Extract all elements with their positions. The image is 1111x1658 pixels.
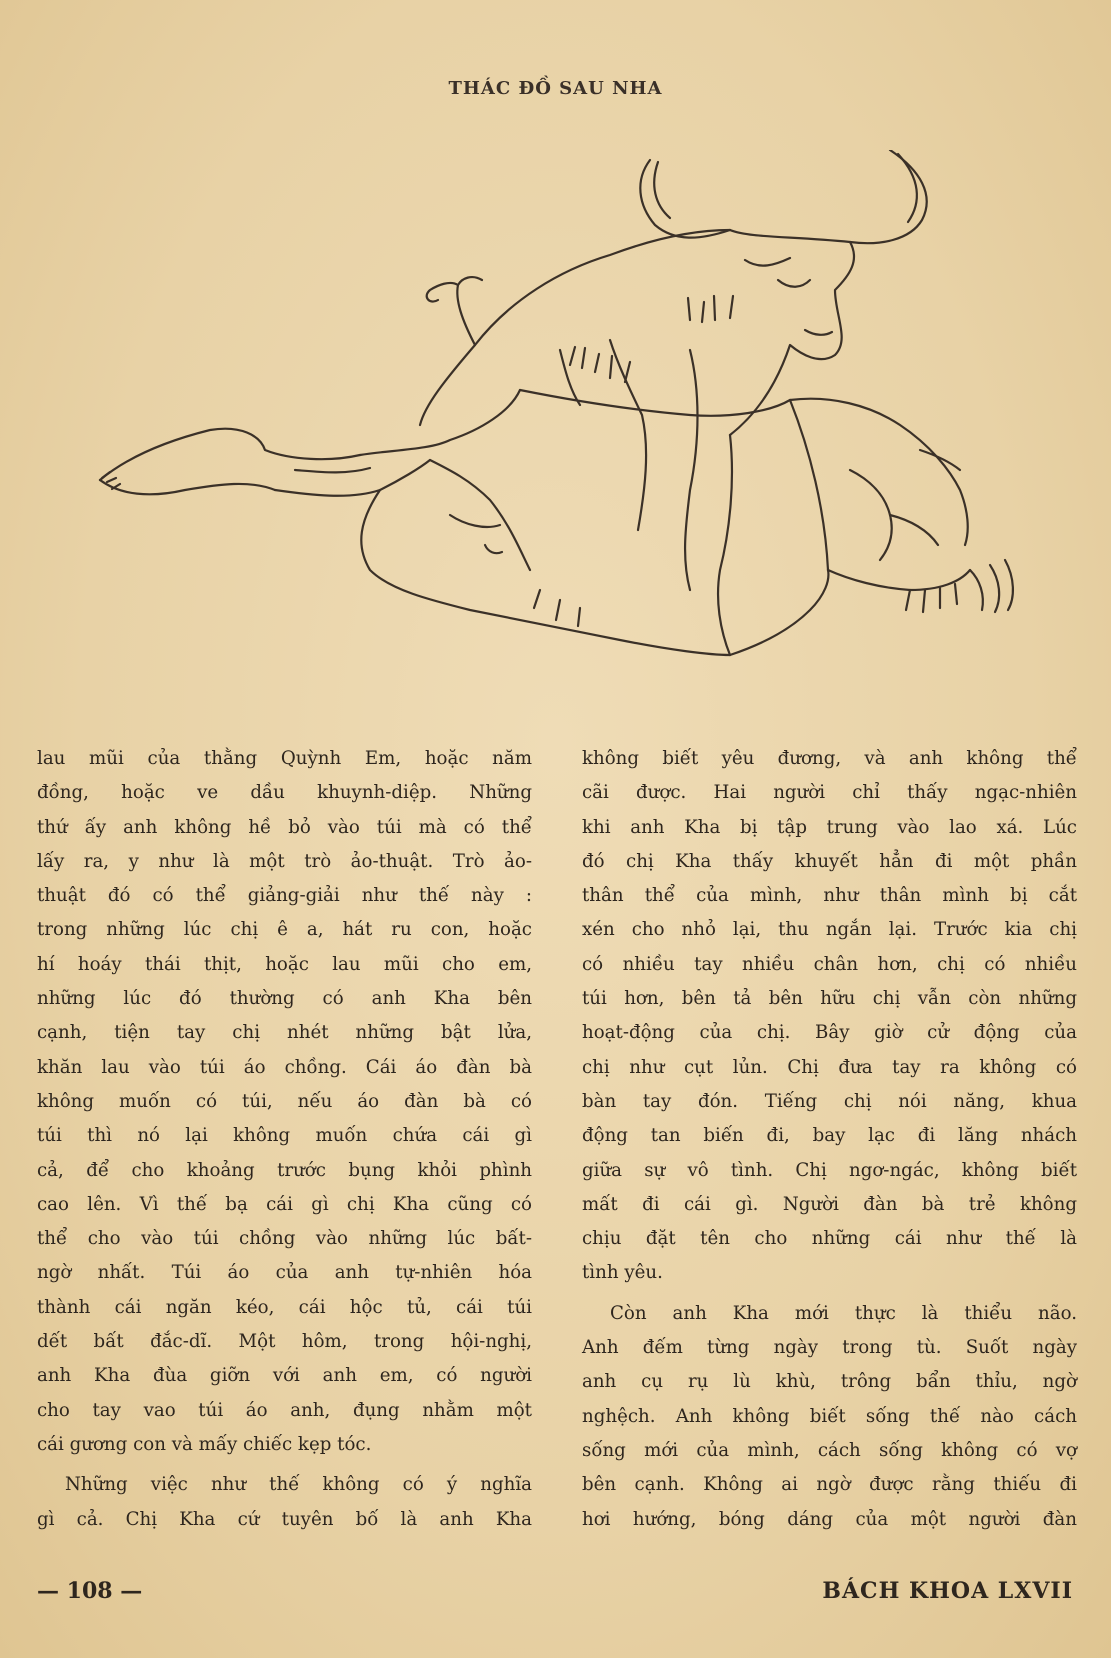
text-line: động tan biến đi, bay lạc đi lăng nhách [582, 1125, 1077, 1147]
paragraph [37, 1468, 532, 1537]
text-line: thuật đó có thể giảng-giải như thế này : [37, 885, 532, 907]
text-line: không biết yêu đương, và anh không thể [582, 748, 1077, 769]
text-line: nghệch. Anh không biết sống thế nào cách [582, 1405, 1077, 1427]
magazine-name: BÁCH KHOA LXVII [822, 1578, 1073, 1604]
text-line: Những việc như thế không có ý nghĩa [65, 1474, 532, 1496]
text-line: thành cái ngăn kéo, cái hộc tủ, cái túi [37, 1296, 532, 1318]
text-line: thân thể của mình, như thân mình bị cắt [582, 885, 1077, 907]
text-line: túi thì nó lại không muốn chứa cái gì [37, 1125, 532, 1147]
text-line: anh Kha đùa giỡn với anh em, có người [37, 1365, 532, 1387]
text-line: hoạt-động của chị. Bây giờ cử động của [582, 1022, 1077, 1044]
running-title: THÁC ĐỒ SAU NHA [448, 78, 663, 99]
text-line: thứ ấy anh không hề bỏ vào túi mà có thể [37, 816, 532, 838]
text-line: đồng, hoặc ve dầu khuynh-diệp. Những [37, 782, 532, 804]
text-line: trong những lúc chị ê a, hát ru con, hoặc [37, 919, 532, 941]
text-line: ngờ nhất. Túi áo của anh tự-nhiên hóa [37, 1262, 532, 1284]
text-line: khăn lau vào túi áo chồng. Cái áo đàn bà [37, 1056, 532, 1078]
text-line: lau mũi của thằng Quỳnh Em, hoặc năm [37, 748, 532, 769]
text-line: dết bất đắc-dĩ. Một hôm, trong hội-nghị, [37, 1331, 532, 1353]
text-line: thể cho vào túi chồng vào những lúc bất- [37, 1228, 532, 1250]
text-line: những lúc đó thường có anh Kha bên [37, 988, 532, 1010]
text-line: bàn tay đón. Tiếng chị nói năng, khua [582, 1090, 1077, 1112]
text-line: chị như cụt lủn. Chị đưa tay ra không có [582, 1056, 1077, 1078]
text-line: cả, để cho khoảng trước bụng khỏi phình [37, 1159, 532, 1181]
text-line: đó chị Kha thấy khuyết hẳn đi một phần [582, 850, 1077, 872]
paragraph [582, 1297, 1077, 1537]
text-line: có nhiều tay nhiều chân hơn, chị có nhiều [582, 953, 1077, 975]
text-line: không muốn có túi, nếu áo đàn bà có [37, 1090, 532, 1112]
text-line: lấy ra, y như là một trò ảo-thuật. Trò ảo- [37, 850, 532, 872]
text-line: anh cụ rụ lù khù, trông bẩn thỉu, ngờ [582, 1371, 1077, 1393]
text-line: hí hoáy thái thịt, hoặc lau mũi cho em, [37, 953, 532, 975]
text-line: chịu đặt tên cho những cái như thế là [582, 1228, 1077, 1250]
text-line: bên cạnh. Không ai ngờ được rằng thiếu đi [582, 1474, 1077, 1496]
text-line: cạnh, tiện tay chị nhét những bật lửa, [37, 1022, 532, 1044]
text-line: mất đi cái gì. Người đàn bà trẻ không [582, 1193, 1077, 1215]
text-line: gì cả. Chị Kha cứ tuyên bố là anh Kha [37, 1508, 532, 1530]
text-line: cãi được. Hai người chỉ thấy ngạc-nhiên [582, 782, 1077, 804]
text-line: hơi hướng, bóng dáng của một người đàn [582, 1508, 1077, 1530]
text-line: khi anh Kha bị tập trung vào lao xá. Lúc [582, 816, 1077, 838]
text-line: cao lên. Vì thế bạ cái gì chị Kha cũng có [37, 1193, 532, 1215]
text-line: cái gương con và mấy chiếc kẹp tóc. [37, 1433, 372, 1455]
text-column-left [37, 742, 532, 1537]
paragraph [582, 742, 1077, 1291]
bull-illustration [90, 150, 1030, 720]
text-line: túi hơn, bên tả bên hữu chị vẫn còn những [582, 988, 1077, 1010]
text-line: Anh đếm từng ngày trong tù. Suốt ngày [582, 1337, 1077, 1359]
text-line: xén cho nhỏ lại, thu ngắn lại. Trước kia chị [582, 919, 1077, 941]
page-number: — 108 — [37, 1578, 143, 1604]
text-line: Còn anh Kha mới thực là thiểu não. [610, 1302, 1077, 1324]
text-line: tình yêu. [582, 1262, 663, 1284]
text-column-right [582, 742, 1077, 1537]
bull-and-figures-line-drawing-icon [90, 150, 1030, 720]
text-line: sống mới của mình, cách sống không có vợ [582, 1439, 1077, 1461]
paragraph [37, 742, 532, 1462]
text-line: cho tay vao túi áo anh, đụng nhằm một [37, 1399, 532, 1421]
text-line: giữa sự vô tình. Chị ngơ-ngác, không biết [582, 1159, 1077, 1181]
